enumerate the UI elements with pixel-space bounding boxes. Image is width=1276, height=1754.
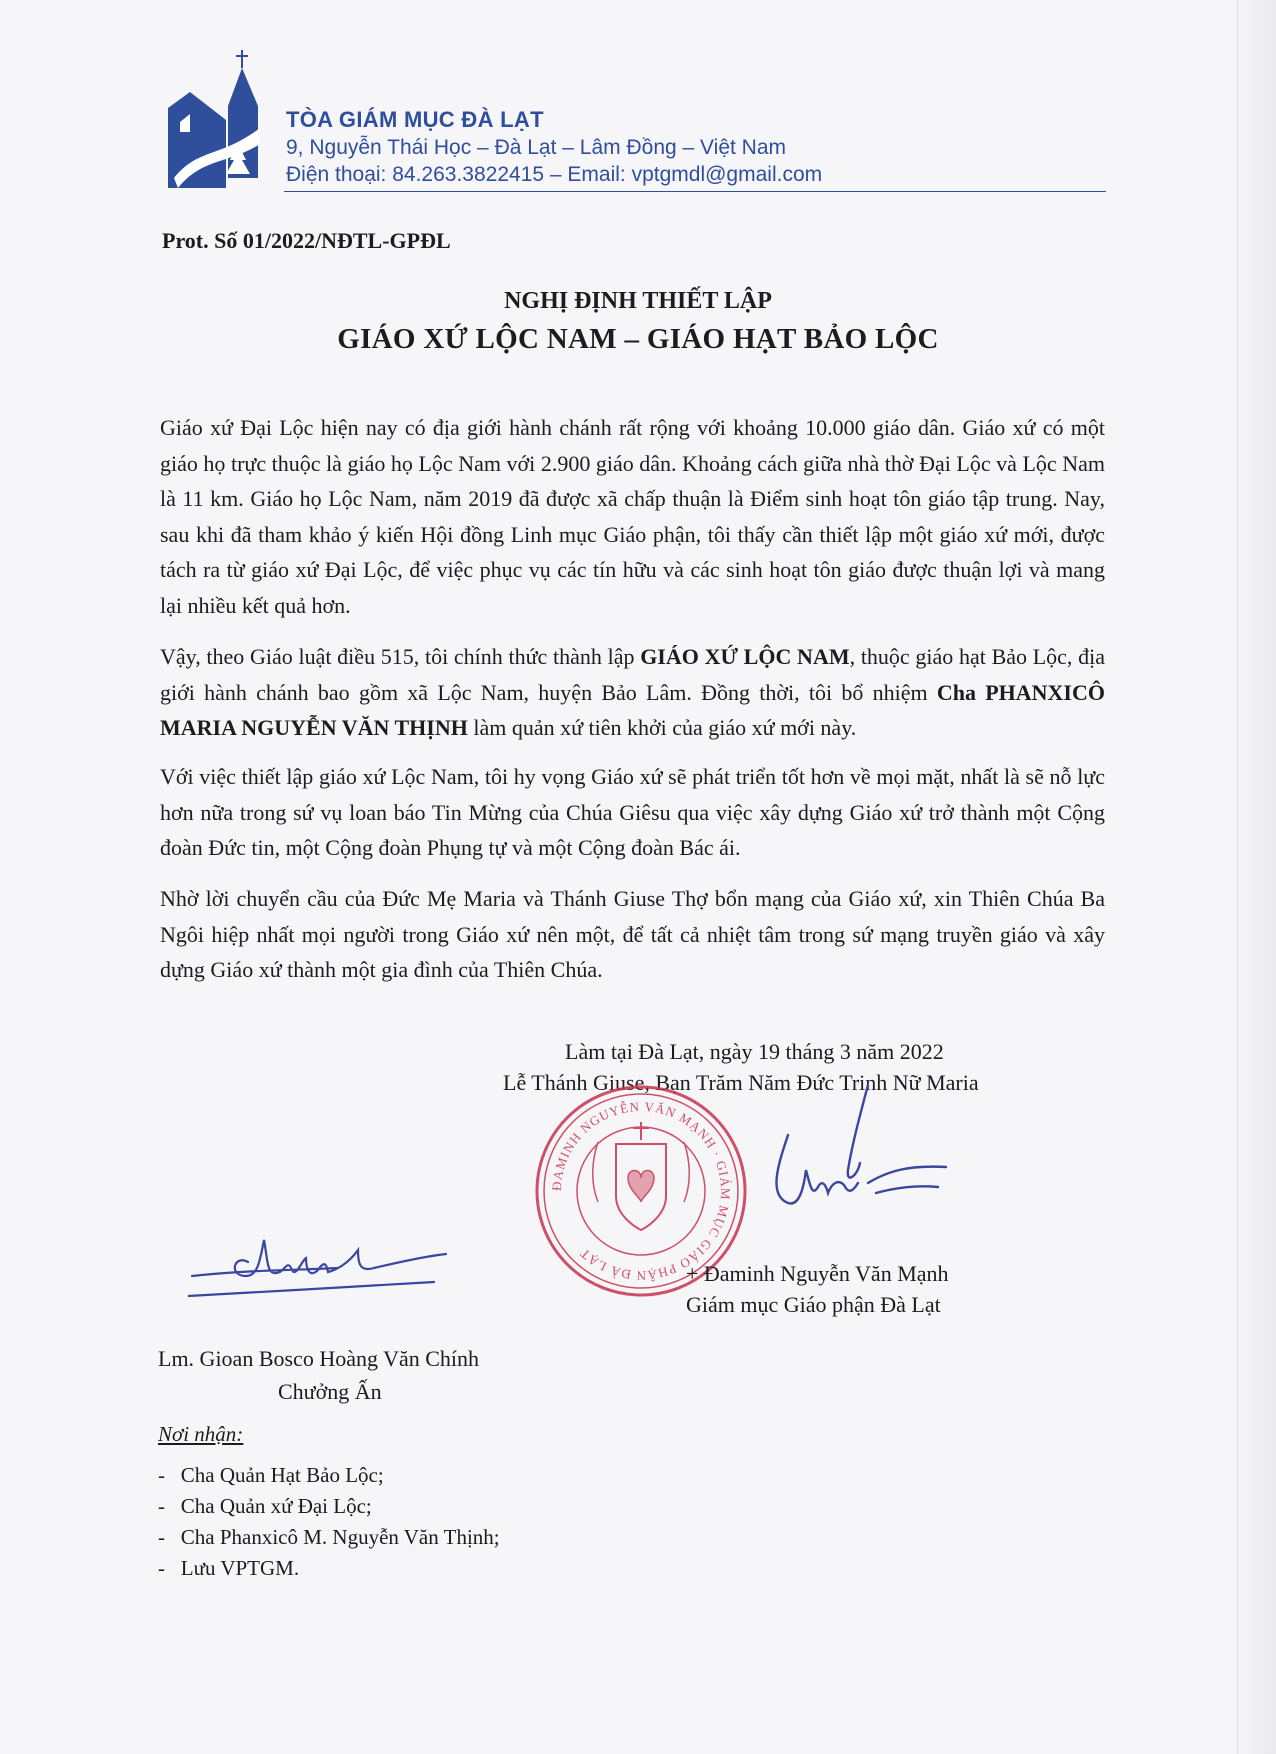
recipient-item: - Cha Quản xứ Đại Lộc; (158, 1491, 500, 1522)
chancellor-name: Lm. Gioan Bosco Hoàng Văn Chính (158, 1346, 480, 1371)
recipients-heading: Nơi nhận: (158, 1422, 244, 1446)
recipients-list (158, 1460, 500, 1584)
paragraph-2 (160, 639, 1105, 746)
bishop-name: + Đaminh Nguyễn Văn Mạnh (686, 1261, 949, 1286)
p2-text-c: , thuộc giáo hạt Bảo Lộc, địa giới hành chánh bao gồm xã Lộc Nam, huyện Bảo Lâm. Đồng thời, tôi bổ nhiệm (160, 644, 1106, 705)
bishop-title: Giám mục Giáo phận Đà Lạt (686, 1292, 941, 1317)
p2-parish-name: GIÁO XỨ LỘC NAM (640, 644, 850, 669)
org-address: 9, Nguyễn Thái Học – Đà Lạt – Lâm Đồng – Việt Nam (286, 136, 787, 159)
feast-line: Lễ Thánh Giuse, Bạn Trăm Năm Đức Trinh Nữ Maria (503, 1070, 979, 1095)
bishop-block (686, 1258, 949, 1320)
decree-title: NGHỊ ĐỊNH THIẾT LẬP (504, 288, 772, 314)
p2-text-a: Vậy, theo Giáo luật điều 515, tôi chính thức thành lập (160, 644, 641, 669)
chancellor-block (158, 1342, 479, 1408)
diocese-logo (168, 48, 264, 190)
place-date: Làm tại Đà Lạt, ngày 19 tháng 3 năm 2022 (565, 1039, 944, 1064)
page-edge (1237, 0, 1276, 1754)
chancellor-signature (188, 1220, 450, 1310)
paragraph-3: Với việc thiết lập giáo xứ Lộc Nam, tôi hy vọng Giáo xứ sẽ phát triển tốt hơn về mọi mặt, nhất là sẽ nỗ lực hơn nữa trong sứ vụ loan báo Tin Mừng của Chúa Giêsu qua việc xây dựng Giáo xứ trở thành một Cộng đoàn Đức tin, một Cộng đoàn Phụng tự và một Cộng đoàn Bác ái. (160, 764, 1105, 860)
p2-text-e: làm quản xứ tiên khởi của giáo xứ mới này. (467, 715, 857, 740)
letterhead (286, 107, 822, 187)
protocol-number: Prot. Số 01/2022/NĐTL-GPĐL (162, 228, 451, 253)
seal-text: ĐAMINH NGUYỄN VĂN MẠNH · GIÁM MỤC GIÁO PHẬN ĐÀ LẠT (548, 1098, 734, 1284)
bishop-signature (748, 1075, 948, 1225)
decree-subtitle: GIÁO XỨ LỘC NAM – GIÁO HẠT BẢO LỘC (337, 323, 939, 355)
recipient-item: - Lưu VPTGM. (158, 1553, 500, 1584)
paragraph-1: Giáo xứ Đại Lộc hiện nay có địa giới hành chánh rất rộng với khoảng 10.000 giáo dân. Giáo xứ có một giáo họ trực thuộc là giáo họ Lộc Nam với 2.900 giáo dân. Khoảng cách giữa nhà thờ Đại Lộc và Lộc Nam là 11 km. Giáo họ Lộc Nam, năm 2019 đã được xã chấp thuận là Điểm sinh hoạt tôn giáo tập trung. Nay, sau khi đã tham khảo ý kiến Hội đồng Linh mục Giáo phận, tôi thấy cần thiết lập một giáo xứ mới, được tách ra từ giáo xứ Đại Lộc, để việc phục vụ các tín hữu và các sinh hoạt tôn giáo được thuận lợi và mang lại nhiều kết quả hơn. (160, 415, 1105, 618)
chancellor-title: Chưởng Ấn (278, 1379, 382, 1404)
org-contact: Điện thoại: 84.263.3822415 – Email: vptgmdl@gmail.com (286, 163, 823, 186)
letterhead-divider (284, 191, 1106, 192)
p2-pastor-name: Cha PHANXICÔ MARIA NGUYỄN VĂN THỊNH (160, 679, 1105, 740)
paragraph-4: Nhờ lời chuyển cầu của Đức Mẹ Maria và Thánh Giuse Thợ bổn mạng của Giáo xứ, xin Thiên Chúa Ba Ngôi hiệp nhất mọi người trong Giáo xứ nên một, để tất cả nhiệt tâm trong sứ mạng truyền giáo và xây dựng Giáo xứ thành một gia đình của Thiên Chúa. (160, 886, 1105, 982)
recipient-item: - Cha Quản Hạt Bảo Lộc; (158, 1460, 500, 1491)
recipient-item: - Cha Phanxicô M. Nguyễn Văn Thịnh; (158, 1522, 500, 1553)
org-name: TÒA GIÁM MỤC ĐÀ LẠT (286, 107, 544, 132)
